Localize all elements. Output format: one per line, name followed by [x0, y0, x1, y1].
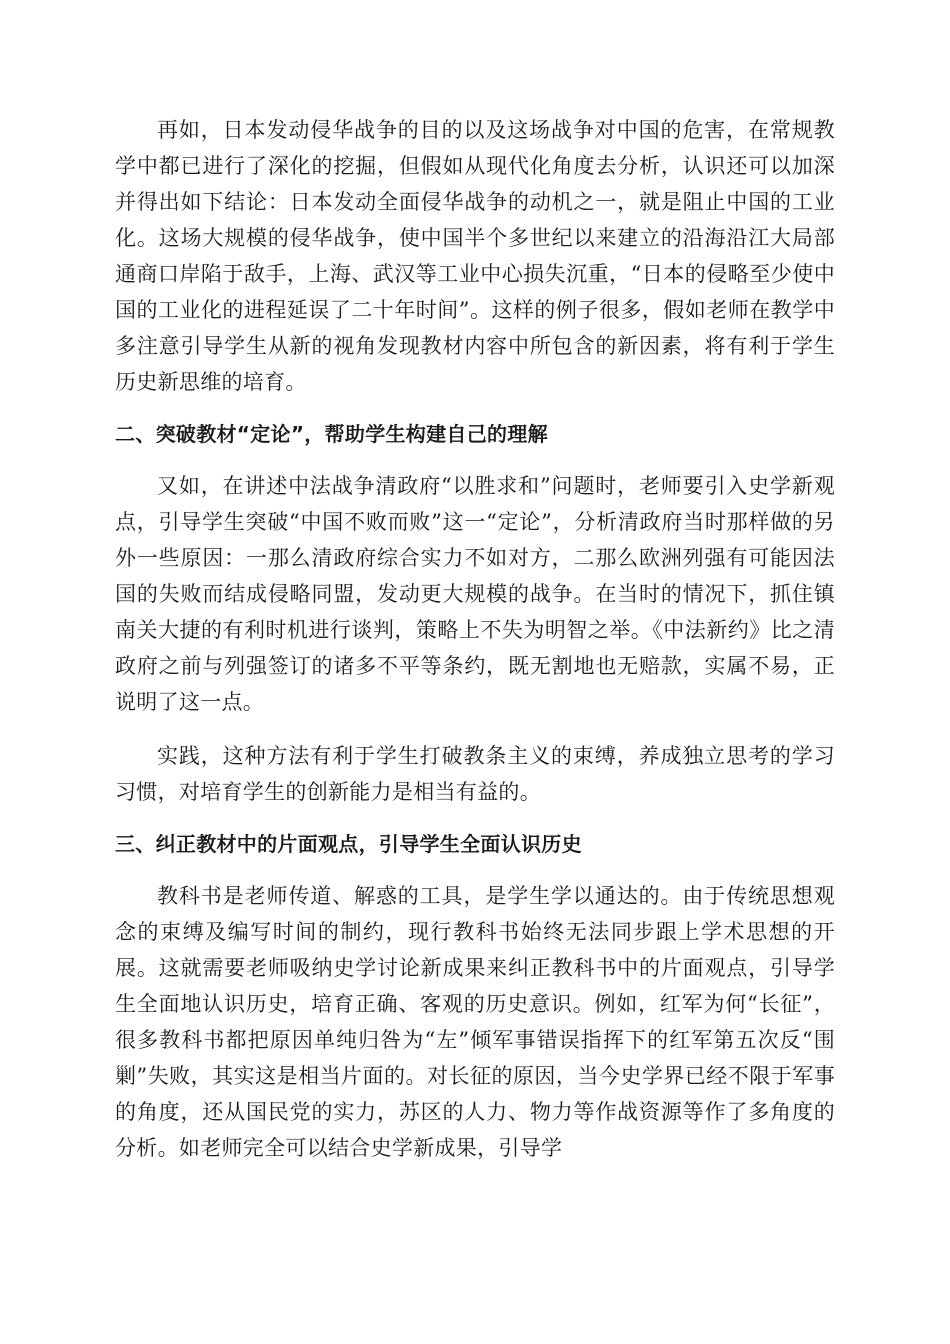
paragraph-textbook: 教科书是老师传道、解惑的工具，是学生学以通达的。由于传统思想观念的束缚及编写时间的制约，现行教科书始终无法同步跟上学术思想的开展。这就需要老师吸纳史学讨论新成果来纠正教科书中的片面观点，引导学生全面地认识历史，培育正确、客观的历史意识。例如，红军为何“长征”，很多教科书都把原因单纯归咎为“左”倾军事错误指挥下的红军第五次反“围剿”失败，其实这是相当片面的。对长征的原因，当今史学界已经不限于军事的角度，还从国民党的实力，苏区的人力、物力等作战资源等作了多角度的分析。如老师完全可以结合史学新成果，引导学 [115, 884, 835, 1160]
section-heading-3: 三、纠正教材中的片面观点，引导学生全面认识历史 [115, 832, 582, 856]
paragraph-practice: 实践，这种方法有利于学生打破教条主义的束缚，养成独立思考的学习习惯，对培育学生的创新能力是相当有益的。 [115, 744, 835, 804]
document-page [115, 112, 835, 1166]
section-heading-2: 二、突破教材“定论”，帮助学生构建自己的理解 [115, 422, 548, 446]
paragraph-japan-invasion: 再如，日本发动侵华战争的目的以及这场战争对中国的危害，在常规教学中都已进行了深化的挖掘，但假如从现代化角度去分析，认识还可以加深并得出如下结论：日本发动全面侵华战争的动机之一，就是阻止中国的工业化。这场大规模的侵华战争，使中国半个多世纪以来建立的沿海沿江大局部通商口岸陷于敌手，上海、武汉等工业中心损失沉重，“日本的侵略至少使中国的工业化的进程延误了二十年时间”。这样的例子很多，假如老师在教学中多注意引导学生从新的视角发现教材内容中所包含的新因素，将有利于学生历史新思维的培育。 [115, 118, 835, 394]
paragraph-sino-french-war: 又如，在讲述中法战争清政府“以胜求和”问题时，老师要引入史学新观点，引导学生突破“中国不败而败”这一“定论”，分析清政府当时那样做的另外一些原因：一那么清政府综合实力不如对方，二那么欧洲列强有可能因法国的失败而结成侵略同盟，发动更大规模的战争。在当时的情况下，抓住镇南关大捷的有利时机进行谈判，策略上不失为明智之举。《中法新约》比之清政府之前与列强签订的诸多不平等条约，既无割地也无赔款，实属不易，正说明了这一点。 [115, 474, 835, 714]
